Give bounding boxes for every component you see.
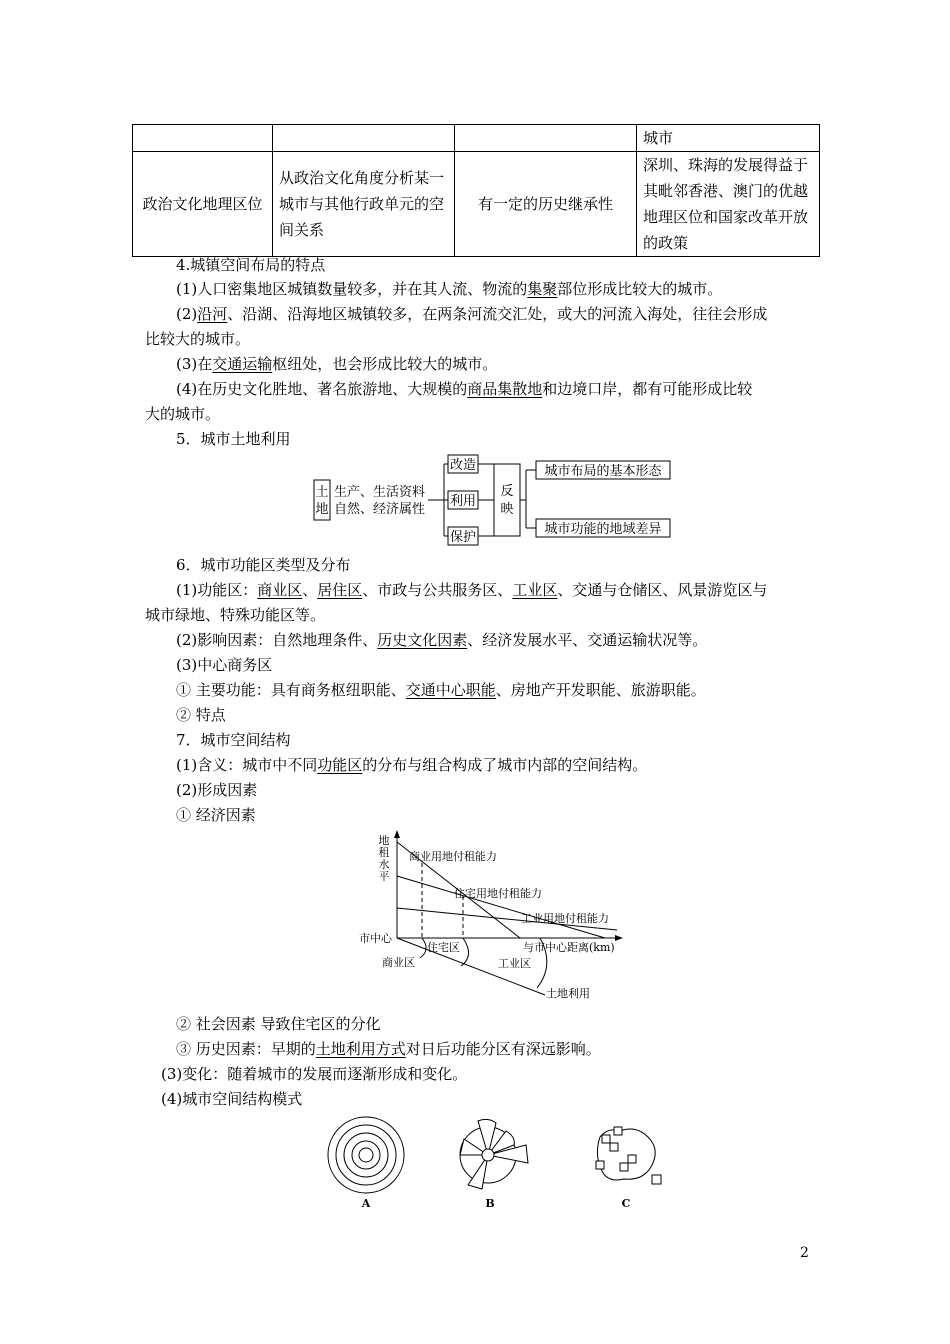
section-5-title: 5．城市土地利用 [176, 430, 291, 448]
zone-residential-label: 住宅区 [427, 941, 460, 954]
table-cell: 城市 [637, 125, 820, 152]
reflect-label-2: 映 [500, 502, 514, 517]
line-commercial-label: 商业用地付租能力 [409, 850, 497, 863]
y-axis-label-4: 平 [378, 870, 390, 883]
paragraph: (1)人口密集地区城镇数量较多，并在其人流、物流的集聚部位形成比较大的城市。 [176, 280, 723, 298]
y-axis-label-2: 租 [378, 846, 390, 859]
page-number: 2 [800, 1245, 809, 1261]
line-industrial-label: 工业用地付租能力 [521, 912, 609, 925]
multi-nuclei-model [596, 1127, 661, 1184]
paragraph: ① 经济因素 [176, 806, 256, 824]
table-row [133, 152, 820, 257]
region-table [132, 124, 820, 257]
section-4-title: 4.城镇空间布局的特点 [176, 256, 326, 274]
attribute-2: 自然、经济属性 [334, 502, 426, 517]
attribute-1: 生产、生活资料 [334, 485, 426, 500]
paragraph: (4)城市空间结构模式 [161, 1090, 303, 1108]
concentric-model [328, 1117, 404, 1193]
output-difference: 城市功能的地域差异 [544, 522, 662, 537]
paragraph: (3)在交通运输枢纽处，也会形成比较大的城市。 [176, 355, 498, 373]
paragraph: (2)形成因素 [176, 781, 258, 799]
paragraph: (4)在历史文化胜地、著名旅游地、大规模的商品集散地和边境口岸，都有可能形成比较 [176, 380, 753, 398]
paragraph: ② 特点 [176, 706, 226, 724]
zone-commercial-label: 商业区 [382, 956, 415, 969]
table-cell: 从政治文化角度分析某一城市与其他行政单元的空间关系 [273, 152, 455, 257]
land-label-1: 土 [315, 485, 329, 500]
model-a-label: A [361, 1197, 371, 1210]
paragraph: (3)中心商务区 [176, 656, 273, 674]
paragraph-continued: 城市绿地、特殊功能区等。 [145, 606, 326, 624]
op-reform: 改造 [449, 458, 477, 473]
table-cell: 深圳、珠海的发展得益于其毗邻香港、澳门的优越地理区位和国家改革开放的政策 [637, 152, 820, 257]
sector-model [460, 1119, 528, 1189]
op-protect: 保护 [449, 530, 477, 545]
bid-rent-diagram [355, 830, 625, 1002]
model-c-label: C [621, 1197, 631, 1210]
paragraph: ① 主要功能：具有商务枢纽职能、交通中心职能、房地产开发职能、旅游职能。 [176, 681, 706, 699]
line-residential-label: 住宅用地付租能力 [454, 887, 542, 900]
reflect-label-1: 反 [500, 484, 514, 499]
section-6-title: 6．城市功能区类型及分布 [176, 556, 351, 574]
y-axis-label-3: 水 [378, 858, 390, 871]
section-7-title: 7．城市空间结构 [176, 731, 291, 749]
paragraph: (2)影响因素：自然地理条件、历史文化因素、经济发展水平、交通运输状况等。 [176, 631, 708, 649]
land-use-diagram [312, 450, 674, 550]
paragraph: (3)变化：随着城市的发展而逐渐形成和变化。 [161, 1065, 468, 1083]
zone-industrial-label: 工业区 [498, 957, 531, 970]
y-axis-label-1: 地 [378, 834, 390, 847]
paragraph: ② 社会因素 导致住宅区的分化 [176, 1015, 381, 1033]
table-row [133, 125, 820, 152]
table-cell: 政治文化地理区位 [133, 152, 273, 257]
paragraph-continued: 大的城市。 [145, 405, 221, 423]
table-cell: 有一定的历史继承性 [455, 152, 637, 257]
urban-structure-models [318, 1115, 678, 1215]
op-use: 利用 [449, 494, 477, 509]
land-use-label: 土地利用 [546, 987, 590, 1000]
paragraph: (1)含义：城市中不同功能区的分布与组合构成了城市内部的空间结构。 [176, 756, 648, 774]
output-form: 城市布局的基本形态 [544, 464, 662, 479]
paragraph: ③ 历史因素：早期的土地利用方式对日后功能分区有深远影响。 [176, 1040, 601, 1058]
land-label-2: 地 [315, 502, 329, 517]
paragraph: (2)沿河、沿湖、沿海地区城镇较多，在两条河流交汇处，或大的河流入海处，往往会形成 [176, 305, 768, 323]
paragraph: (1)功能区：商业区、居住区、市政与公共服务区、工业区、交通与仓储区、风景游览区与 [176, 581, 768, 599]
model-b-label: B [485, 1197, 495, 1210]
paragraph-continued: 比较大的城市。 [145, 330, 251, 348]
x-axis-label: 与市中心距离(km) [523, 941, 615, 954]
origin-label: 市中心 [359, 932, 392, 945]
